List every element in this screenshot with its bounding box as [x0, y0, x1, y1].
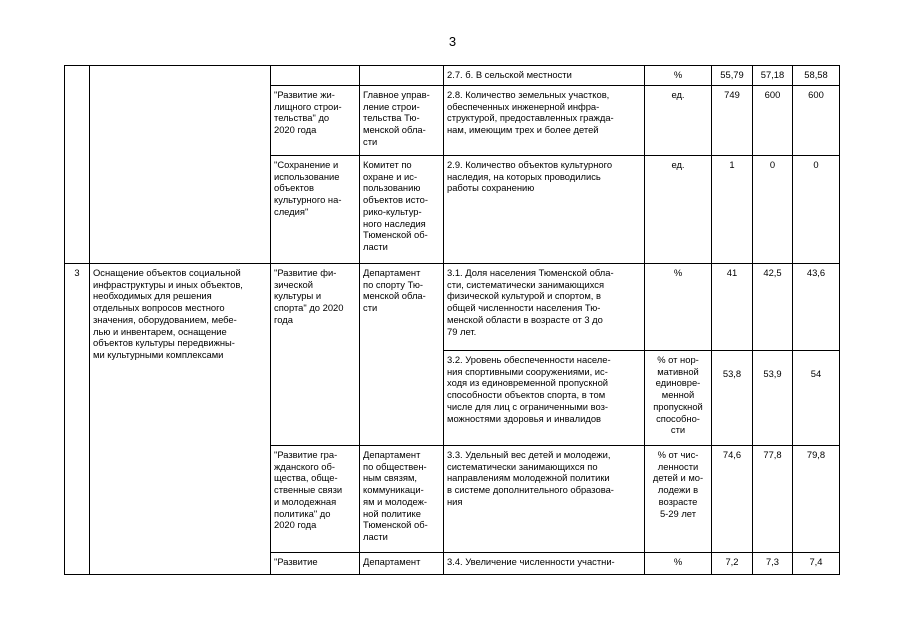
- no-cell: 3: [65, 264, 90, 575]
- unit-cell: % от чис- ленности детей и мо- лодежи в возрасте 5-29 лет: [645, 446, 712, 553]
- unit-cell: %: [645, 553, 712, 575]
- value-cell: 749: [712, 86, 753, 156]
- value-cell: 55,79: [712, 66, 753, 86]
- value-cell: 7,2: [712, 553, 753, 575]
- no-cell: [65, 66, 90, 264]
- unit-cell: % от нор- мативной единовре- менной пропускной способно- сти: [645, 351, 712, 446]
- executor-cell: Департамент по обществен- ным связям, коммуникаци- ям и молодеж- ной политике Тюменской об- ласти: [360, 446, 444, 553]
- table-row: [65, 66, 840, 86]
- value-cell: 7,3: [753, 553, 793, 575]
- indicators-table: [64, 65, 840, 575]
- value-cell: 0: [793, 156, 840, 264]
- value-cell: 53,9: [753, 351, 793, 446]
- executor-cell: Департамент: [360, 553, 444, 575]
- value-cell: 600: [793, 86, 840, 156]
- unit-cell: ед.: [645, 86, 712, 156]
- indicator-cell: 3.2. Уровень обеспеченности населе- ния спортивными сооружениями, ис- ходя из единовременной пропускной способности объектов спорта, в том числе для лиц с ограниченными воз- можностями здоровья и инвалидов: [444, 351, 645, 446]
- value-cell: 79,8: [793, 446, 840, 553]
- unit-cell: ед.: [645, 156, 712, 264]
- program-cell: "Развитие гра- жданского об- щества, обще- ственные связи и молодежная политика" до 2020 года: [271, 446, 360, 553]
- indicator-cell: 3.4. Увеличение численности участни-: [444, 553, 645, 575]
- value-cell: 41: [712, 264, 753, 351]
- value-cell: 600: [753, 86, 793, 156]
- value-cell: 77,8: [753, 446, 793, 553]
- value-cell: 43,6: [793, 264, 840, 351]
- indicator-cell: 2.7. б. В сельской местности: [444, 66, 645, 86]
- executor-cell: Департамент по спорту Тю- менской обла- сти: [360, 264, 444, 446]
- task-cell: Оснащение объектов социальной инфраструктуры и иных объектов, необходимых для решения отдельных вопросов местного значения, оборудованием, мебе- лью и инвентарем, оснащение объектов культуры передвижны- ми культурными комплексами: [90, 264, 271, 575]
- program-cell: "Развитие: [271, 553, 360, 575]
- executor-cell: Комитет по охране и ис- пользованию объектов исто- рико-культур- ного наследия Тюменской об- ласти: [360, 156, 444, 264]
- indicator-cell: 3.1. Доля населения Тюменской обла- сти, систематически занимающихся физической культурой и спортом, в общей численности населения Тю- менской области в возрасте от 3 до 79 лет.: [444, 264, 645, 351]
- unit-cell: %: [645, 66, 712, 86]
- executor-cell: Главное управ- ление строи- тельства Тю- менской обла- сти: [360, 86, 444, 156]
- indicator-cell: 2.9. Количество объектов культурного наследия, на которых проводились работы сохранению: [444, 156, 645, 264]
- table-row: [65, 264, 840, 351]
- value-cell: 0: [753, 156, 793, 264]
- page-number: 3: [448, 34, 457, 49]
- value-cell: 7,4: [793, 553, 840, 575]
- indicator-cell: 2.8. Количество земельных участков, обеспеченных инженерной инфра- структурой, предоставленных гражда- нам, имеющим трех и более детей: [444, 86, 645, 156]
- value-cell: 54: [793, 351, 840, 446]
- value-cell: 58,58: [793, 66, 840, 86]
- program-cell: [271, 66, 360, 86]
- program-cell: "Сохранение и использование объектов культурного на- следия": [271, 156, 360, 264]
- value-cell: 1: [712, 156, 753, 264]
- program-cell: "Развитие фи- зической культуры и спорта" до 2020 года: [271, 264, 360, 446]
- value-cell: 53,8: [712, 351, 753, 446]
- unit-cell: %: [645, 264, 712, 351]
- program-cell: "Развитие жи- лищного строи- тельства" до 2020 года: [271, 86, 360, 156]
- value-cell: 74,6: [712, 446, 753, 553]
- value-cell: 42,5: [753, 264, 793, 351]
- value-cell: 57,18: [753, 66, 793, 86]
- indicator-cell: 3.3. Удельный вес детей и молодежи, систематически занимающихся по направлениям молодежной политики в системе дополнительного образова- ния: [444, 446, 645, 553]
- executor-cell: [360, 66, 444, 86]
- task-cell: [90, 66, 271, 264]
